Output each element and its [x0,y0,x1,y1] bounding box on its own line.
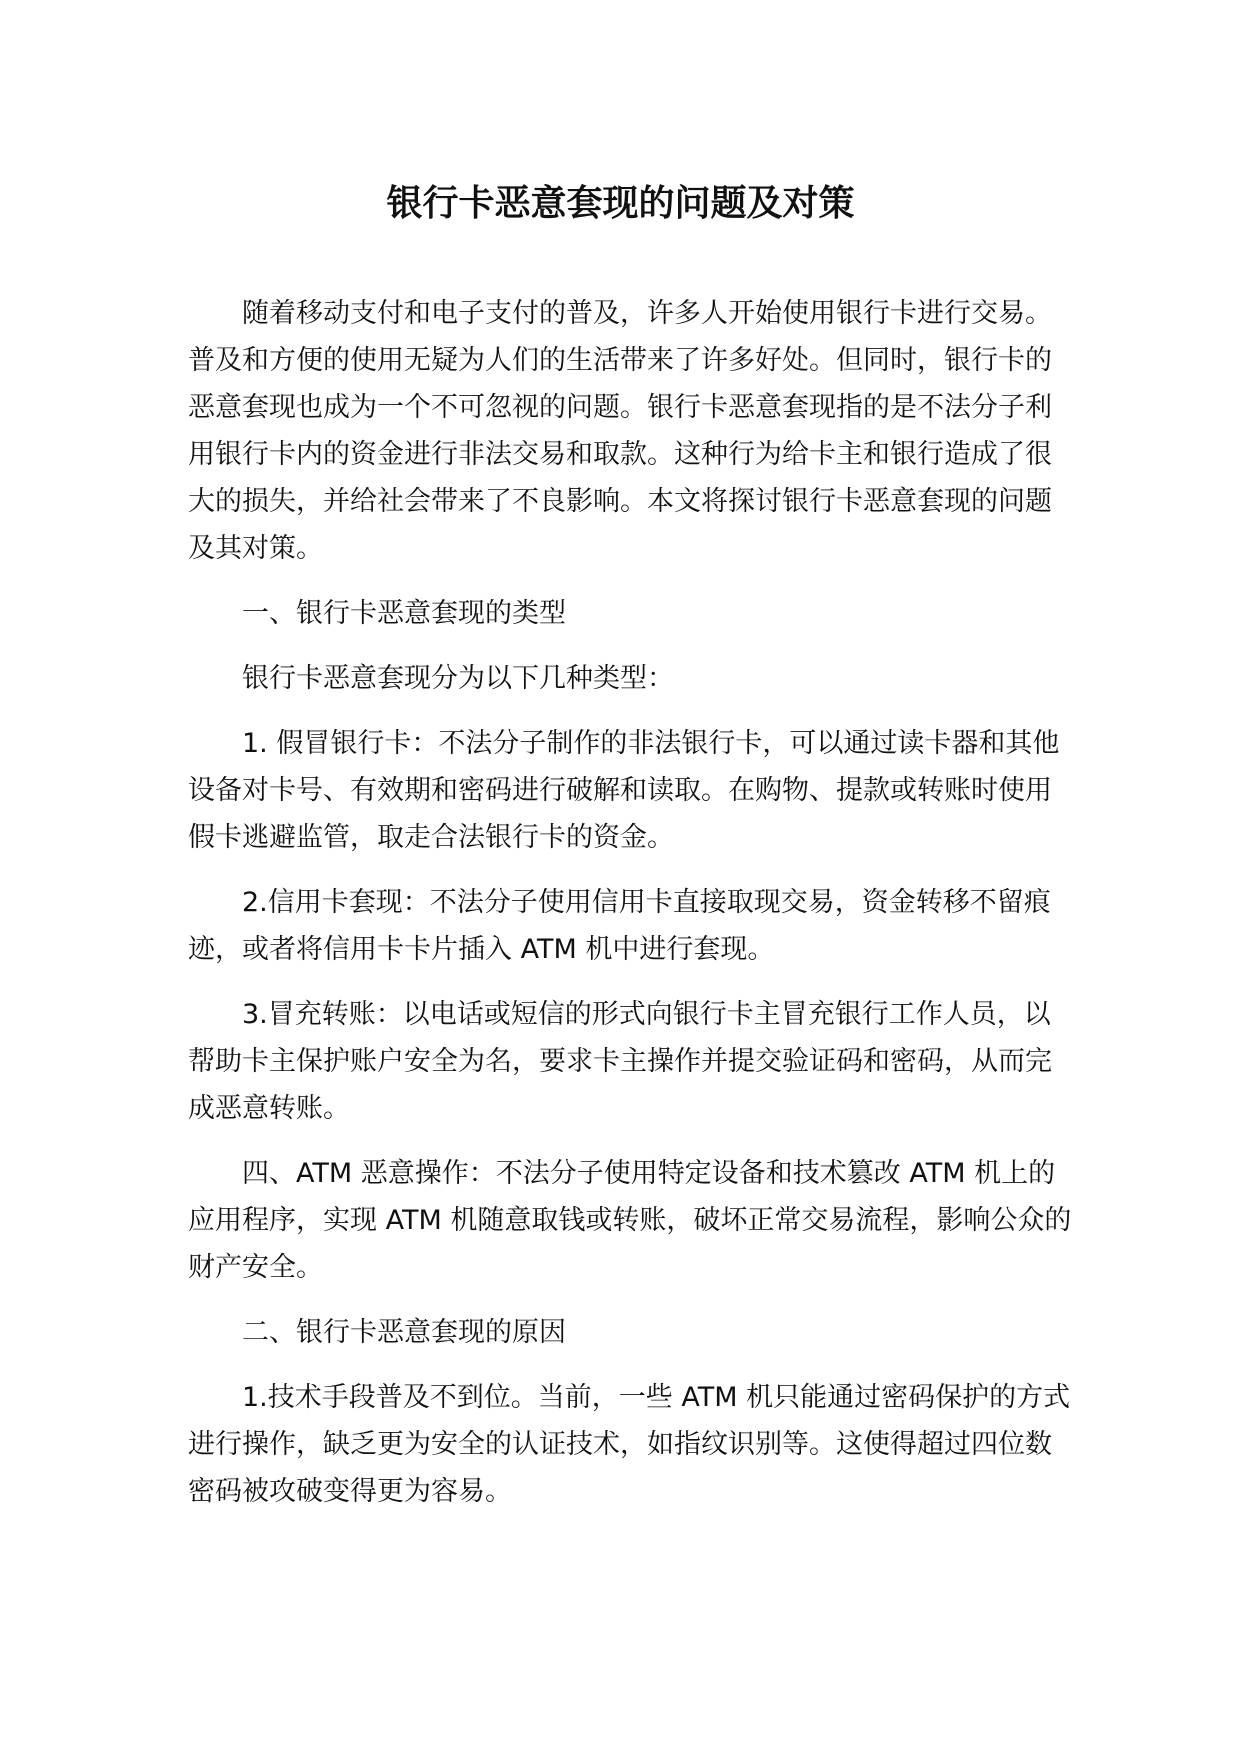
paragraph-type-credit-card-cashout: 2.信用卡套现：不法分子使用信用卡直接取现交易，资金转移不留痕迹，或者将信用卡卡片插入 ATM 机中进行套现。 [188,887,1051,965]
section-heading-causes: 二、银行卡恶意套现的原因 [242,1317,566,1348]
document-title: 银行卡恶意套现的问题及对策 [386,183,855,224]
paragraph-types-intro: 银行卡恶意套现分为以下几种类型： [242,663,674,694]
document-body [188,290,1073,1533]
paragraph-type-impersonation-transfer: 3.冒充转账：以电话或短信的形式向银行卡主冒充银行工作人员，以帮助卡主保护账户安全为名，要求卡主操作并提交验证码和密码，从而完成恶意转账。 [188,999,1052,1124]
paragraph-type-atm-malicious: 四、ATM 恶意操作：不法分子使用特定设备和技术篡改 ATM 机上的应用程序，实现 ATM 机随意取钱或转账，破坏正常交易流程，影响公众的财产安全。 [188,1158,1072,1283]
section-heading-types: 一、银行卡恶意套现的类型 [242,598,566,629]
paragraph-cause-technology: 1.技术手段普及不到位。当前，一些 ATM 机只能通过密码保护的方式进行操作，缺乏更为安全的认证技术，如指纹识别等。这使得超过四位数密码被攻破变得更为容易。 [188,1382,1071,1507]
paragraph-type-fake-card: 1. 假冒银行卡：不法分子制作的非法银行卡，可以通过读卡器和其他设备对卡号、有效期和密码进行破解和读取。在购物、提款或转账时使用假卡逃避监管，取走合法银行卡的资金。 [188,728,1060,853]
paragraph-intro: 随着移动支付和电子支付的普及，许多人开始使用银行卡进行交易。普及和方便的使用无疑为人们的生活带来了许多好处。但同时，银行卡的恶意套现也成为一个不可忽视的问题。银行卡恶意套现指的是不法分子利用银行卡内的资金进行非法交易和取款。这种行为给卡主和银行造成了很大的损失，并给社会带来了不良影响。本文将探讨银行卡恶意套现的问题及其对策。 [188,298,1052,564]
